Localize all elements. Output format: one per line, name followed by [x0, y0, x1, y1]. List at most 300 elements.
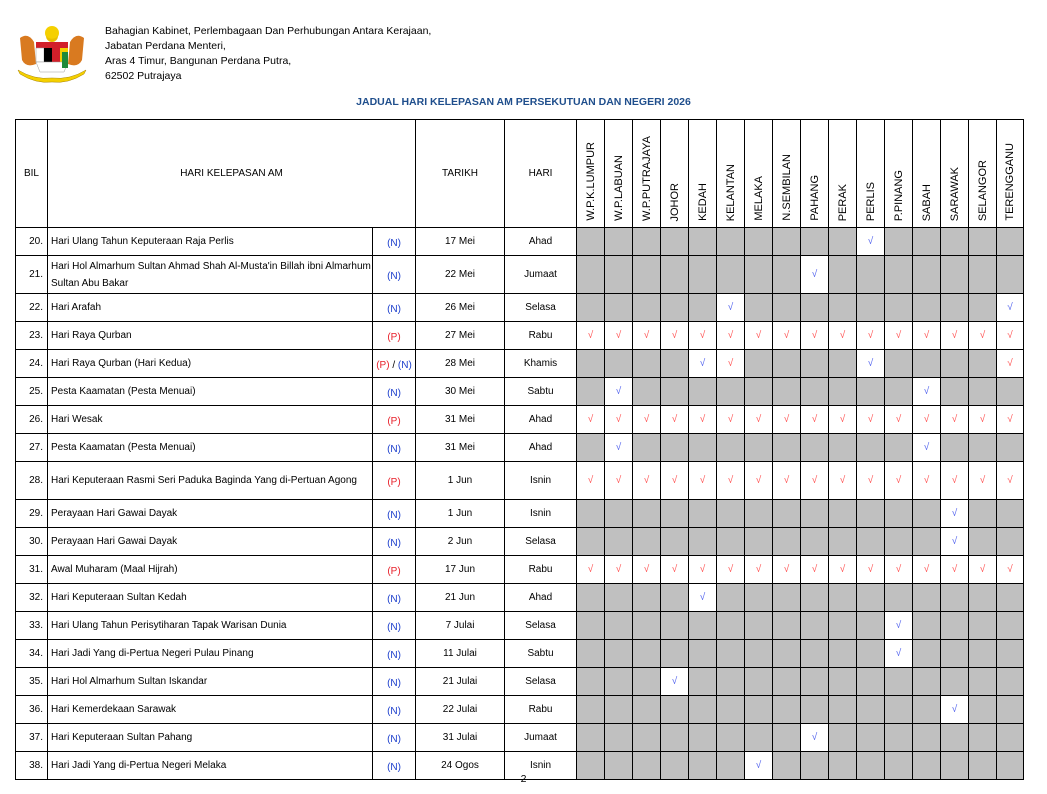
check-icon: √: [755, 760, 762, 771]
state-cell: [969, 322, 997, 350]
state-cell: [605, 724, 633, 752]
check-icon: √: [811, 414, 818, 425]
check-icon: √: [727, 330, 734, 341]
state-cell: [969, 378, 997, 406]
check-icon: √: [587, 414, 594, 425]
state-cell: [969, 528, 997, 556]
state-cell: [997, 668, 1024, 696]
state-cell: [605, 528, 633, 556]
holiday-day: Selasa: [505, 612, 577, 640]
state-cell: [773, 294, 801, 322]
table-row: [16, 434, 1024, 462]
state-cell: [969, 584, 997, 612]
holiday-date: 21 Jun: [416, 584, 505, 612]
state-cell: [633, 378, 661, 406]
state-cell: [913, 378, 941, 406]
col-header-day: HARI: [505, 120, 577, 228]
state-cell: [941, 724, 969, 752]
state-code: (N): [387, 509, 401, 521]
check-icon: √: [923, 414, 930, 425]
state-cell: [941, 256, 969, 294]
check-icon: √: [895, 475, 902, 486]
state-cell: [633, 256, 661, 294]
state-cell: [941, 294, 969, 322]
row-number: 25.: [16, 378, 48, 406]
table-row: [16, 724, 1024, 752]
check-icon: √: [951, 330, 958, 341]
state-cell: [745, 584, 773, 612]
holiday-name: Hari Wesak: [48, 406, 373, 434]
check-icon: √: [867, 358, 874, 369]
state-cell: [577, 406, 605, 434]
state-cell: [885, 724, 913, 752]
state-cell: [913, 350, 941, 378]
state-cell: [941, 668, 969, 696]
check-icon: √: [951, 475, 958, 486]
state-code: (N): [397, 359, 412, 371]
check-icon: √: [979, 414, 986, 425]
state-cell: [577, 378, 605, 406]
check-icon: √: [951, 704, 958, 715]
state-code: (N): [387, 303, 401, 315]
state-cell: [829, 378, 857, 406]
state-cell: [913, 434, 941, 462]
table-row: [16, 228, 1024, 256]
check-icon: √: [895, 414, 902, 425]
state-cell: [885, 256, 913, 294]
state-cell: [717, 668, 745, 696]
state-cell: [969, 724, 997, 752]
state-cell: [605, 434, 633, 462]
state-cell: [773, 556, 801, 584]
state-cell: [885, 350, 913, 378]
state-cell: [941, 322, 969, 350]
holiday-date: 24 Ogos: [416, 752, 505, 780]
check-icon: √: [1007, 358, 1013, 369]
state-cell: [745, 256, 773, 294]
state-cell: [773, 434, 801, 462]
state-cell: [577, 668, 605, 696]
state-code: (N): [387, 649, 401, 661]
holiday-date: 31 Julai: [416, 724, 505, 752]
state-cell: [689, 724, 717, 752]
state-cell: [661, 584, 689, 612]
col-header-bil: BIL: [16, 120, 48, 228]
state-cell: [829, 612, 857, 640]
check-icon: √: [923, 564, 930, 575]
state-cell: [661, 378, 689, 406]
state-cell: [941, 556, 969, 584]
row-number: 28.: [16, 462, 48, 500]
holiday-type-code: [373, 294, 416, 322]
holiday-date: 31 Mei: [416, 406, 505, 434]
col-header-state: TERENGGANU: [997, 120, 1024, 228]
state-cell: [885, 556, 913, 584]
state-cell: [997, 528, 1024, 556]
check-icon: √: [587, 475, 594, 486]
state-cell: [605, 322, 633, 350]
row-number: 36.: [16, 696, 48, 724]
state-cell: [801, 500, 829, 528]
state-cell: [913, 556, 941, 584]
table-row: [16, 696, 1024, 724]
state-cell: [717, 556, 745, 584]
check-icon: √: [1007, 414, 1013, 425]
holiday-date: 1 Jun: [416, 500, 505, 528]
check-icon: √: [643, 475, 650, 486]
state-cell: [605, 294, 633, 322]
state-cell: [717, 378, 745, 406]
check-icon: √: [811, 732, 818, 743]
state-cell: [829, 724, 857, 752]
holiday-date: 7 Julai: [416, 612, 505, 640]
state-cell: [773, 256, 801, 294]
state-cell: [689, 294, 717, 322]
check-icon: √: [1007, 330, 1013, 341]
malaysia-coat-of-arms-icon: [14, 24, 90, 86]
state-code: (N): [387, 237, 401, 249]
check-icon: √: [923, 475, 930, 486]
state-cell: [941, 612, 969, 640]
state-cell: [745, 322, 773, 350]
check-icon: √: [923, 386, 930, 397]
address-line: Bahagian Kabinet, Perlembagaan Dan Perhubungan Antara Kerajaan,: [105, 25, 432, 37]
state-code: (N): [387, 705, 401, 717]
check-icon: √: [895, 564, 902, 575]
state-cell: [941, 228, 969, 256]
row-number: 22.: [16, 294, 48, 322]
check-icon: √: [671, 414, 678, 425]
table-row: [16, 322, 1024, 350]
row-number: 32.: [16, 584, 48, 612]
state-cell: [717, 528, 745, 556]
state-cell: [801, 640, 829, 668]
holiday-day: Isnin: [505, 462, 577, 500]
state-cell: [605, 500, 633, 528]
holiday-date: 17 Mei: [416, 228, 505, 256]
state-cell: [997, 584, 1024, 612]
holiday-date: 30 Mei: [416, 378, 505, 406]
check-icon: √: [867, 414, 874, 425]
check-icon: √: [755, 475, 762, 486]
state-cell: [913, 696, 941, 724]
state-cell: [689, 500, 717, 528]
check-icon: √: [839, 564, 846, 575]
state-cell: [689, 556, 717, 584]
state-cell: [857, 640, 885, 668]
state-code: (N): [387, 270, 401, 282]
state-cell: [997, 640, 1024, 668]
state-cell: [661, 640, 689, 668]
state-cell: [661, 294, 689, 322]
check-icon: √: [923, 442, 930, 453]
state-cell: [997, 696, 1024, 724]
state-cell: [577, 528, 605, 556]
state-cell: [997, 406, 1024, 434]
state-cell: [689, 612, 717, 640]
state-cell: [885, 528, 913, 556]
state-cell: [913, 668, 941, 696]
federal-code: (P): [387, 565, 401, 577]
check-icon: √: [643, 330, 650, 341]
check-icon: √: [671, 475, 678, 486]
state-cell: [577, 584, 605, 612]
state-cell: [857, 256, 885, 294]
state-cell: [745, 528, 773, 556]
check-icon: √: [727, 302, 734, 313]
state-cell: [941, 640, 969, 668]
state-cell: [941, 696, 969, 724]
holiday-type-code: [373, 640, 416, 668]
check-icon: √: [671, 330, 678, 341]
state-cell: [997, 500, 1024, 528]
state-cell: [885, 640, 913, 668]
check-icon: √: [671, 564, 678, 575]
state-cell: [913, 228, 941, 256]
state-cell: [829, 406, 857, 434]
state-cell: [913, 612, 941, 640]
holiday-day: Rabu: [505, 696, 577, 724]
holiday-day: Ahad: [505, 434, 577, 462]
state-cell: [633, 500, 661, 528]
state-cell: [801, 462, 829, 500]
holiday-rows: [16, 228, 1024, 780]
holiday-name: Pesta Kaamatan (Pesta Menuai): [48, 434, 373, 462]
sender-address: [105, 24, 431, 84]
state-cell: [717, 256, 745, 294]
state-cell: [997, 294, 1024, 322]
holiday-day: Khamis: [505, 350, 577, 378]
state-cell: [745, 228, 773, 256]
holiday-date: 21 Julai: [416, 668, 505, 696]
state-cell: [633, 528, 661, 556]
address-line: Jabatan Perdana Menteri,: [105, 40, 226, 52]
state-cell: [633, 462, 661, 500]
holiday-date: 2 Jun: [416, 528, 505, 556]
check-icon: √: [727, 414, 734, 425]
state-cell: [969, 696, 997, 724]
state-cell: [689, 434, 717, 462]
holiday-day: Selasa: [505, 668, 577, 696]
holiday-date: 11 Julai: [416, 640, 505, 668]
check-icon: √: [699, 330, 706, 341]
state-cell: [913, 462, 941, 500]
state-cell: [717, 350, 745, 378]
state-cell: [717, 696, 745, 724]
col-header-name: HARI KELEPASAN AM: [48, 120, 416, 228]
state-cell: [717, 584, 745, 612]
table-row: [16, 256, 1024, 294]
state-cell: [773, 696, 801, 724]
check-icon: √: [895, 648, 902, 659]
state-cell: [577, 228, 605, 256]
col-header-state: SELANGOR: [969, 120, 997, 228]
state-cell: [913, 528, 941, 556]
holiday-day: Isnin: [505, 752, 577, 780]
state-cell: [829, 500, 857, 528]
state-cell: [605, 462, 633, 500]
holiday-name: Hari Keputeraan Rasmi Seri Paduka Baginda Yang di-Pertuan Agong: [48, 462, 373, 500]
holiday-type-code: [373, 584, 416, 612]
state-cell: [913, 256, 941, 294]
table-row: [16, 668, 1024, 696]
state-cell: [857, 462, 885, 500]
col-header-state: PERAK: [829, 120, 857, 228]
check-icon: √: [699, 592, 706, 603]
row-number: 23.: [16, 322, 48, 350]
state-cell: [605, 378, 633, 406]
col-header-state: SARAWAK: [941, 120, 969, 228]
state-cell: [969, 668, 997, 696]
check-icon: √: [979, 330, 986, 341]
state-cell: [941, 528, 969, 556]
check-icon: √: [1007, 302, 1013, 313]
state-cell: [913, 294, 941, 322]
state-cell: [689, 378, 717, 406]
state-cell: [997, 462, 1024, 500]
holiday-type-code: [373, 322, 416, 350]
state-cell: [829, 294, 857, 322]
state-cell: [941, 584, 969, 612]
holiday-day: Jumaat: [505, 724, 577, 752]
row-number: 38.: [16, 752, 48, 780]
state-cell: [913, 640, 941, 668]
table-row: [16, 640, 1024, 668]
col-header-state: KEDAH: [689, 120, 717, 228]
col-header-state: PERLIS: [857, 120, 885, 228]
state-cell: [885, 406, 913, 434]
holiday-name: Perayaan Hari Gawai Dayak: [48, 500, 373, 528]
col-header-state: JOHOR: [661, 120, 689, 228]
row-number: 20.: [16, 228, 48, 256]
state-cell: [857, 612, 885, 640]
state-cell: [577, 294, 605, 322]
check-icon: √: [755, 414, 762, 425]
col-header-state: W.P.PUTRAJAYA: [633, 120, 661, 228]
state-cell: [969, 434, 997, 462]
check-icon: √: [867, 564, 874, 575]
state-cell: [857, 584, 885, 612]
state-cell: [661, 434, 689, 462]
state-cell: [829, 556, 857, 584]
state-cell: [885, 500, 913, 528]
holiday-date: 26 Mei: [416, 294, 505, 322]
row-number: 37.: [16, 724, 48, 752]
state-cell: [829, 228, 857, 256]
table-row: [16, 556, 1024, 584]
state-cell: [997, 256, 1024, 294]
check-icon: √: [951, 536, 958, 547]
state-cell: [857, 434, 885, 462]
state-code: (N): [387, 677, 401, 689]
state-cell: [661, 406, 689, 434]
state-cell: [829, 584, 857, 612]
state-cell: [885, 294, 913, 322]
row-number: 35.: [16, 668, 48, 696]
check-icon: √: [895, 330, 902, 341]
holiday-name: Hari Hol Almarhum Sultan Iskandar: [48, 668, 373, 696]
holiday-name: Hari Raya Qurban (Hari Kedua): [48, 350, 373, 378]
state-cell: [577, 640, 605, 668]
state-code: (N): [387, 593, 401, 605]
check-icon: √: [755, 330, 762, 341]
check-icon: √: [783, 414, 790, 425]
state-cell: [633, 612, 661, 640]
state-cell: [997, 350, 1024, 378]
state-cell: [689, 462, 717, 500]
check-icon: √: [643, 414, 650, 425]
state-cell: [829, 256, 857, 294]
holiday-type-code: [373, 696, 416, 724]
check-icon: √: [587, 564, 594, 575]
state-cell: [577, 612, 605, 640]
holiday-date: 22 Mei: [416, 256, 505, 294]
col-header-state: W.P.LABUAN: [605, 120, 633, 228]
holiday-type-code: [373, 462, 416, 500]
check-icon: √: [727, 564, 734, 575]
state-cell: [997, 228, 1024, 256]
row-number: 29.: [16, 500, 48, 528]
state-cell: [997, 556, 1024, 584]
state-cell: [829, 696, 857, 724]
table-row: [16, 612, 1024, 640]
state-cell: [857, 528, 885, 556]
state-cell: [857, 294, 885, 322]
state-cell: [829, 668, 857, 696]
state-cell: [885, 228, 913, 256]
state-cell: [801, 668, 829, 696]
table-row: [16, 584, 1024, 612]
row-number: 34.: [16, 640, 48, 668]
state-cell: [773, 724, 801, 752]
state-cell: [745, 434, 773, 462]
holiday-date: 27 Mei: [416, 322, 505, 350]
state-cell: [745, 406, 773, 434]
col-header-state: PAHANG: [801, 120, 829, 228]
state-cell: [857, 378, 885, 406]
state-cell: [969, 556, 997, 584]
state-cell: [661, 724, 689, 752]
check-icon: √: [979, 475, 986, 486]
check-icon: √: [867, 330, 874, 341]
state-cell: [717, 640, 745, 668]
state-cell: [605, 228, 633, 256]
check-icon: √: [699, 564, 706, 575]
state-code: (N): [387, 621, 401, 633]
state-cell: [633, 322, 661, 350]
holiday-name: Hari Kemerdekaan Sarawak: [48, 696, 373, 724]
state-cell: [745, 462, 773, 500]
state-cell: [605, 640, 633, 668]
state-cell: [885, 696, 913, 724]
state-cell: [801, 322, 829, 350]
state-cell: [969, 228, 997, 256]
state-code: (N): [387, 733, 401, 745]
state-cell: [801, 294, 829, 322]
state-cell: [633, 294, 661, 322]
check-icon: √: [811, 475, 818, 486]
check-icon: √: [727, 358, 734, 369]
state-cell: [773, 406, 801, 434]
state-code: (N): [387, 443, 401, 455]
holiday-name: Hari Jadi Yang di-Pertua Negeri Pulau Pinang: [48, 640, 373, 668]
col-header-date: TARIKH: [416, 120, 505, 228]
state-cell: [801, 612, 829, 640]
check-icon: √: [839, 330, 846, 341]
state-cell: [717, 434, 745, 462]
state-cell: [689, 640, 717, 668]
holiday-name: Awal Muharam (Maal Hijrah): [48, 556, 373, 584]
